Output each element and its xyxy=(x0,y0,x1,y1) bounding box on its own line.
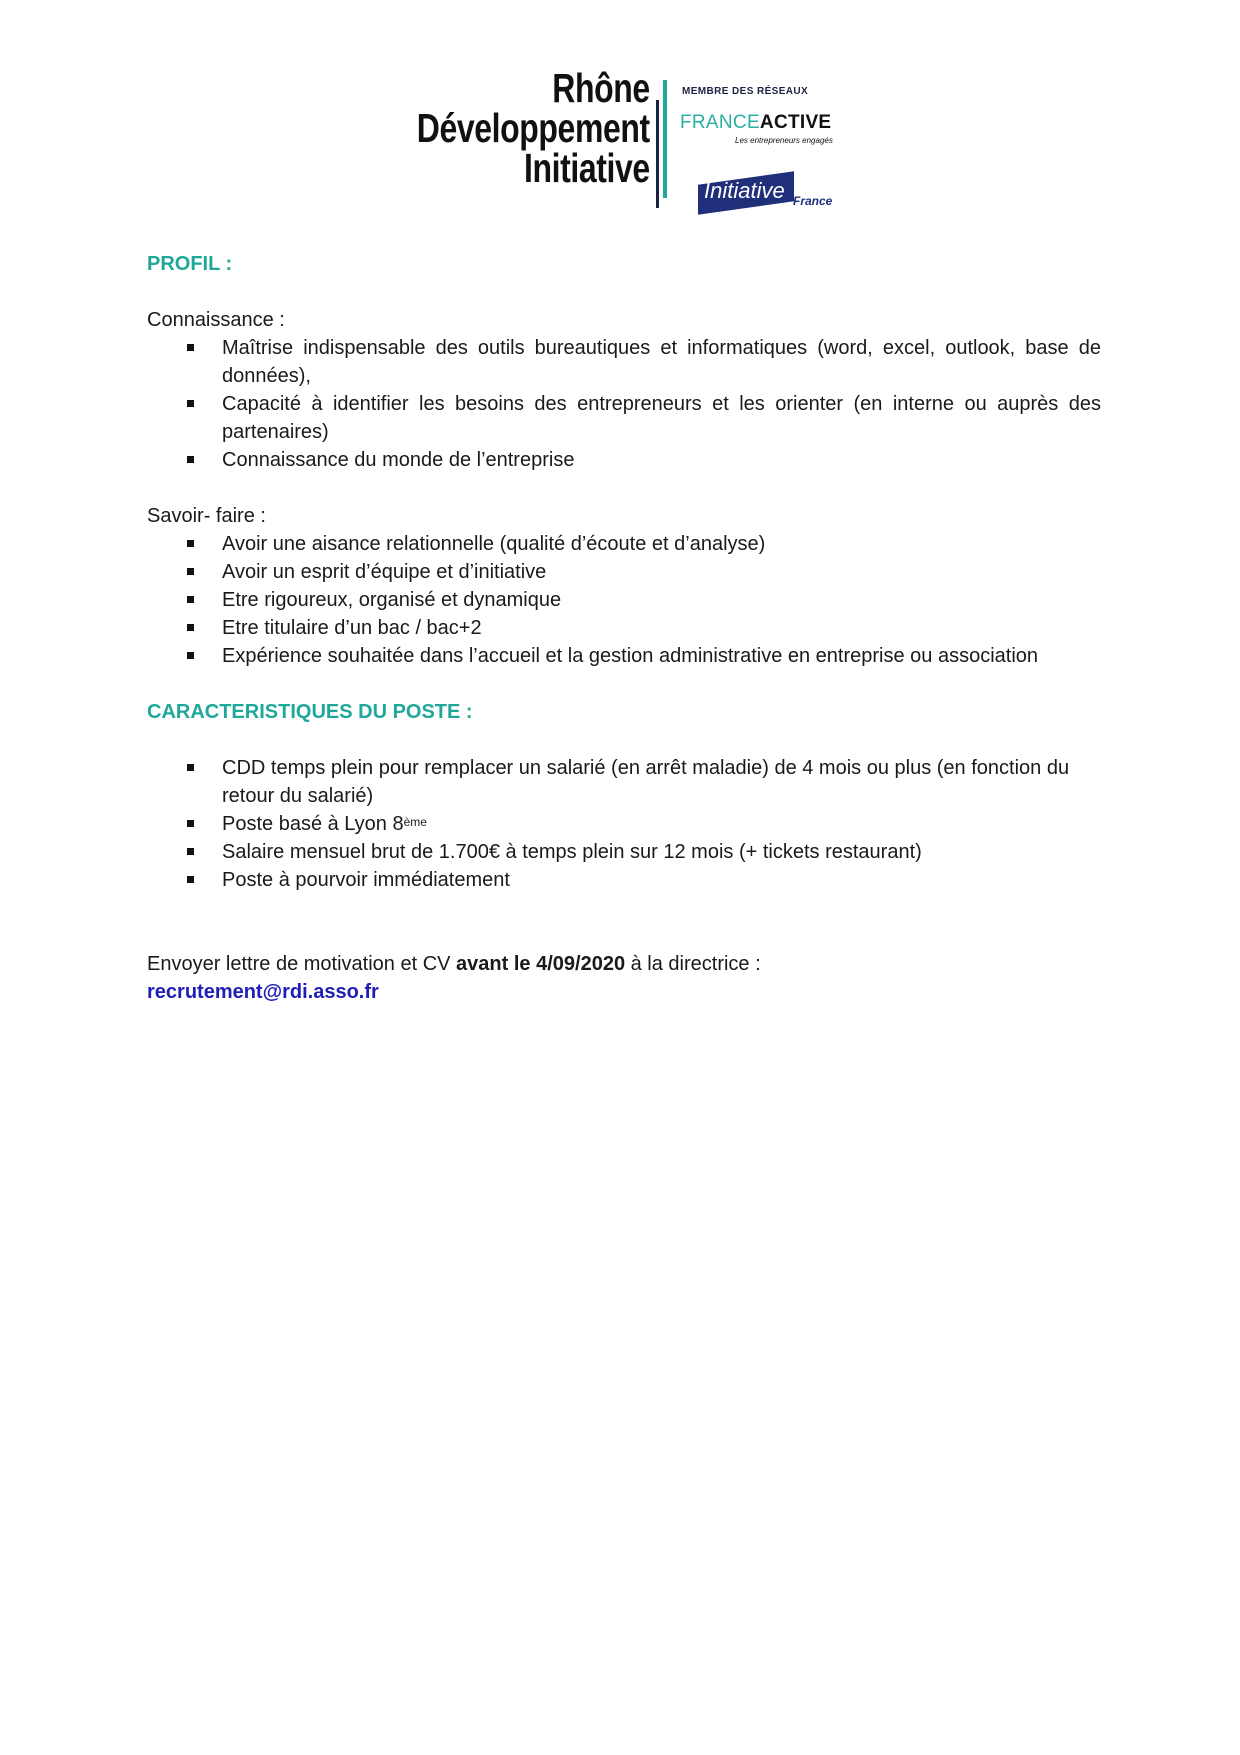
list-item: Capacité à identifier les besoins des entrepreneurs et les orienter (en interne ou auprès des partenaires) xyxy=(147,390,1107,446)
contact-email-link[interactable]: recrutement@rdi.asso.fr xyxy=(147,981,379,1003)
list-item: Etre titulaire d’un bac / bac+2 xyxy=(147,614,1107,642)
list-item: Etre rigoureux, organisé et dynamique xyxy=(147,586,1107,614)
header-logos xyxy=(380,65,850,208)
instructions-outro: à la directrice : xyxy=(625,953,761,975)
location-superscript: ème xyxy=(403,815,427,829)
instructions-intro: Envoyer lettre de motivation et CV xyxy=(147,953,457,975)
list-item: Poste à pourvoir immédiatement xyxy=(147,866,1107,894)
savoir-faire-list xyxy=(147,530,1107,670)
list-item xyxy=(147,810,1107,838)
application-instructions xyxy=(147,950,1107,978)
contact-email-line xyxy=(147,978,1107,1006)
member-networks-label: MEMBRE DES RÉSEAUX xyxy=(682,86,809,97)
rdi-logo-line-1: Rhône xyxy=(552,65,650,111)
list-item: Maîtrise indispensable des outils bureautiques et informatiques (word, excel, outlook, base de données), xyxy=(147,334,1107,390)
rdi-logo xyxy=(416,65,650,191)
connaissance-label: Connaissance : xyxy=(147,309,285,331)
france-active-tagline: Les entrepreneurs engagés xyxy=(735,136,833,145)
profil-title: PROFIL : xyxy=(147,253,233,275)
list-item: Salaire mensuel brut de 1.700€ à temps plein sur 12 mois (+ tickets restaurant) xyxy=(147,838,1107,866)
list-item: CDD temps plein pour remplacer un salarié (en arrêt maladie) de 4 mois ou plus (en fonction du retour du salarié) xyxy=(147,754,1107,810)
connaissance-list xyxy=(147,334,1107,474)
savoir-faire-label: Savoir- faire : xyxy=(147,505,266,527)
france-active-logo-part2: ACTIVE xyxy=(759,112,832,133)
list-item: Avoir une aisance relationnelle (qualité d’écoute et d’analyse) xyxy=(147,530,1107,558)
list-item: Expérience souhaitée dans l’accueil et la gestion administrative en entreprise ou association xyxy=(147,642,1107,670)
rdi-logo-line-3: Initiative xyxy=(524,145,650,191)
initiative-france-logo-word: Initiative xyxy=(704,178,785,203)
poste-list xyxy=(147,754,1107,894)
list-item: Connaissance du monde de l’entreprise xyxy=(147,446,1107,474)
france-active-logo xyxy=(680,112,831,134)
initiative-france-logo-sub: France xyxy=(793,194,833,208)
logo-divider-teal xyxy=(663,80,667,198)
poste-title: CARACTERISTIQUES DU POSTE : xyxy=(147,701,473,723)
logo-divider-dark xyxy=(656,100,659,208)
deadline: avant le 4/09/2020 xyxy=(456,953,626,975)
list-item: Avoir un esprit d’équipe et d’initiative xyxy=(147,558,1107,586)
france-active-logo-part1: FRANCE xyxy=(680,112,760,133)
main-content xyxy=(147,250,1107,1006)
location-text: Poste basé à Lyon 8 xyxy=(222,813,404,835)
rdi-logo-line-2: Développement xyxy=(416,105,650,151)
initiative-france-logo xyxy=(698,166,833,208)
